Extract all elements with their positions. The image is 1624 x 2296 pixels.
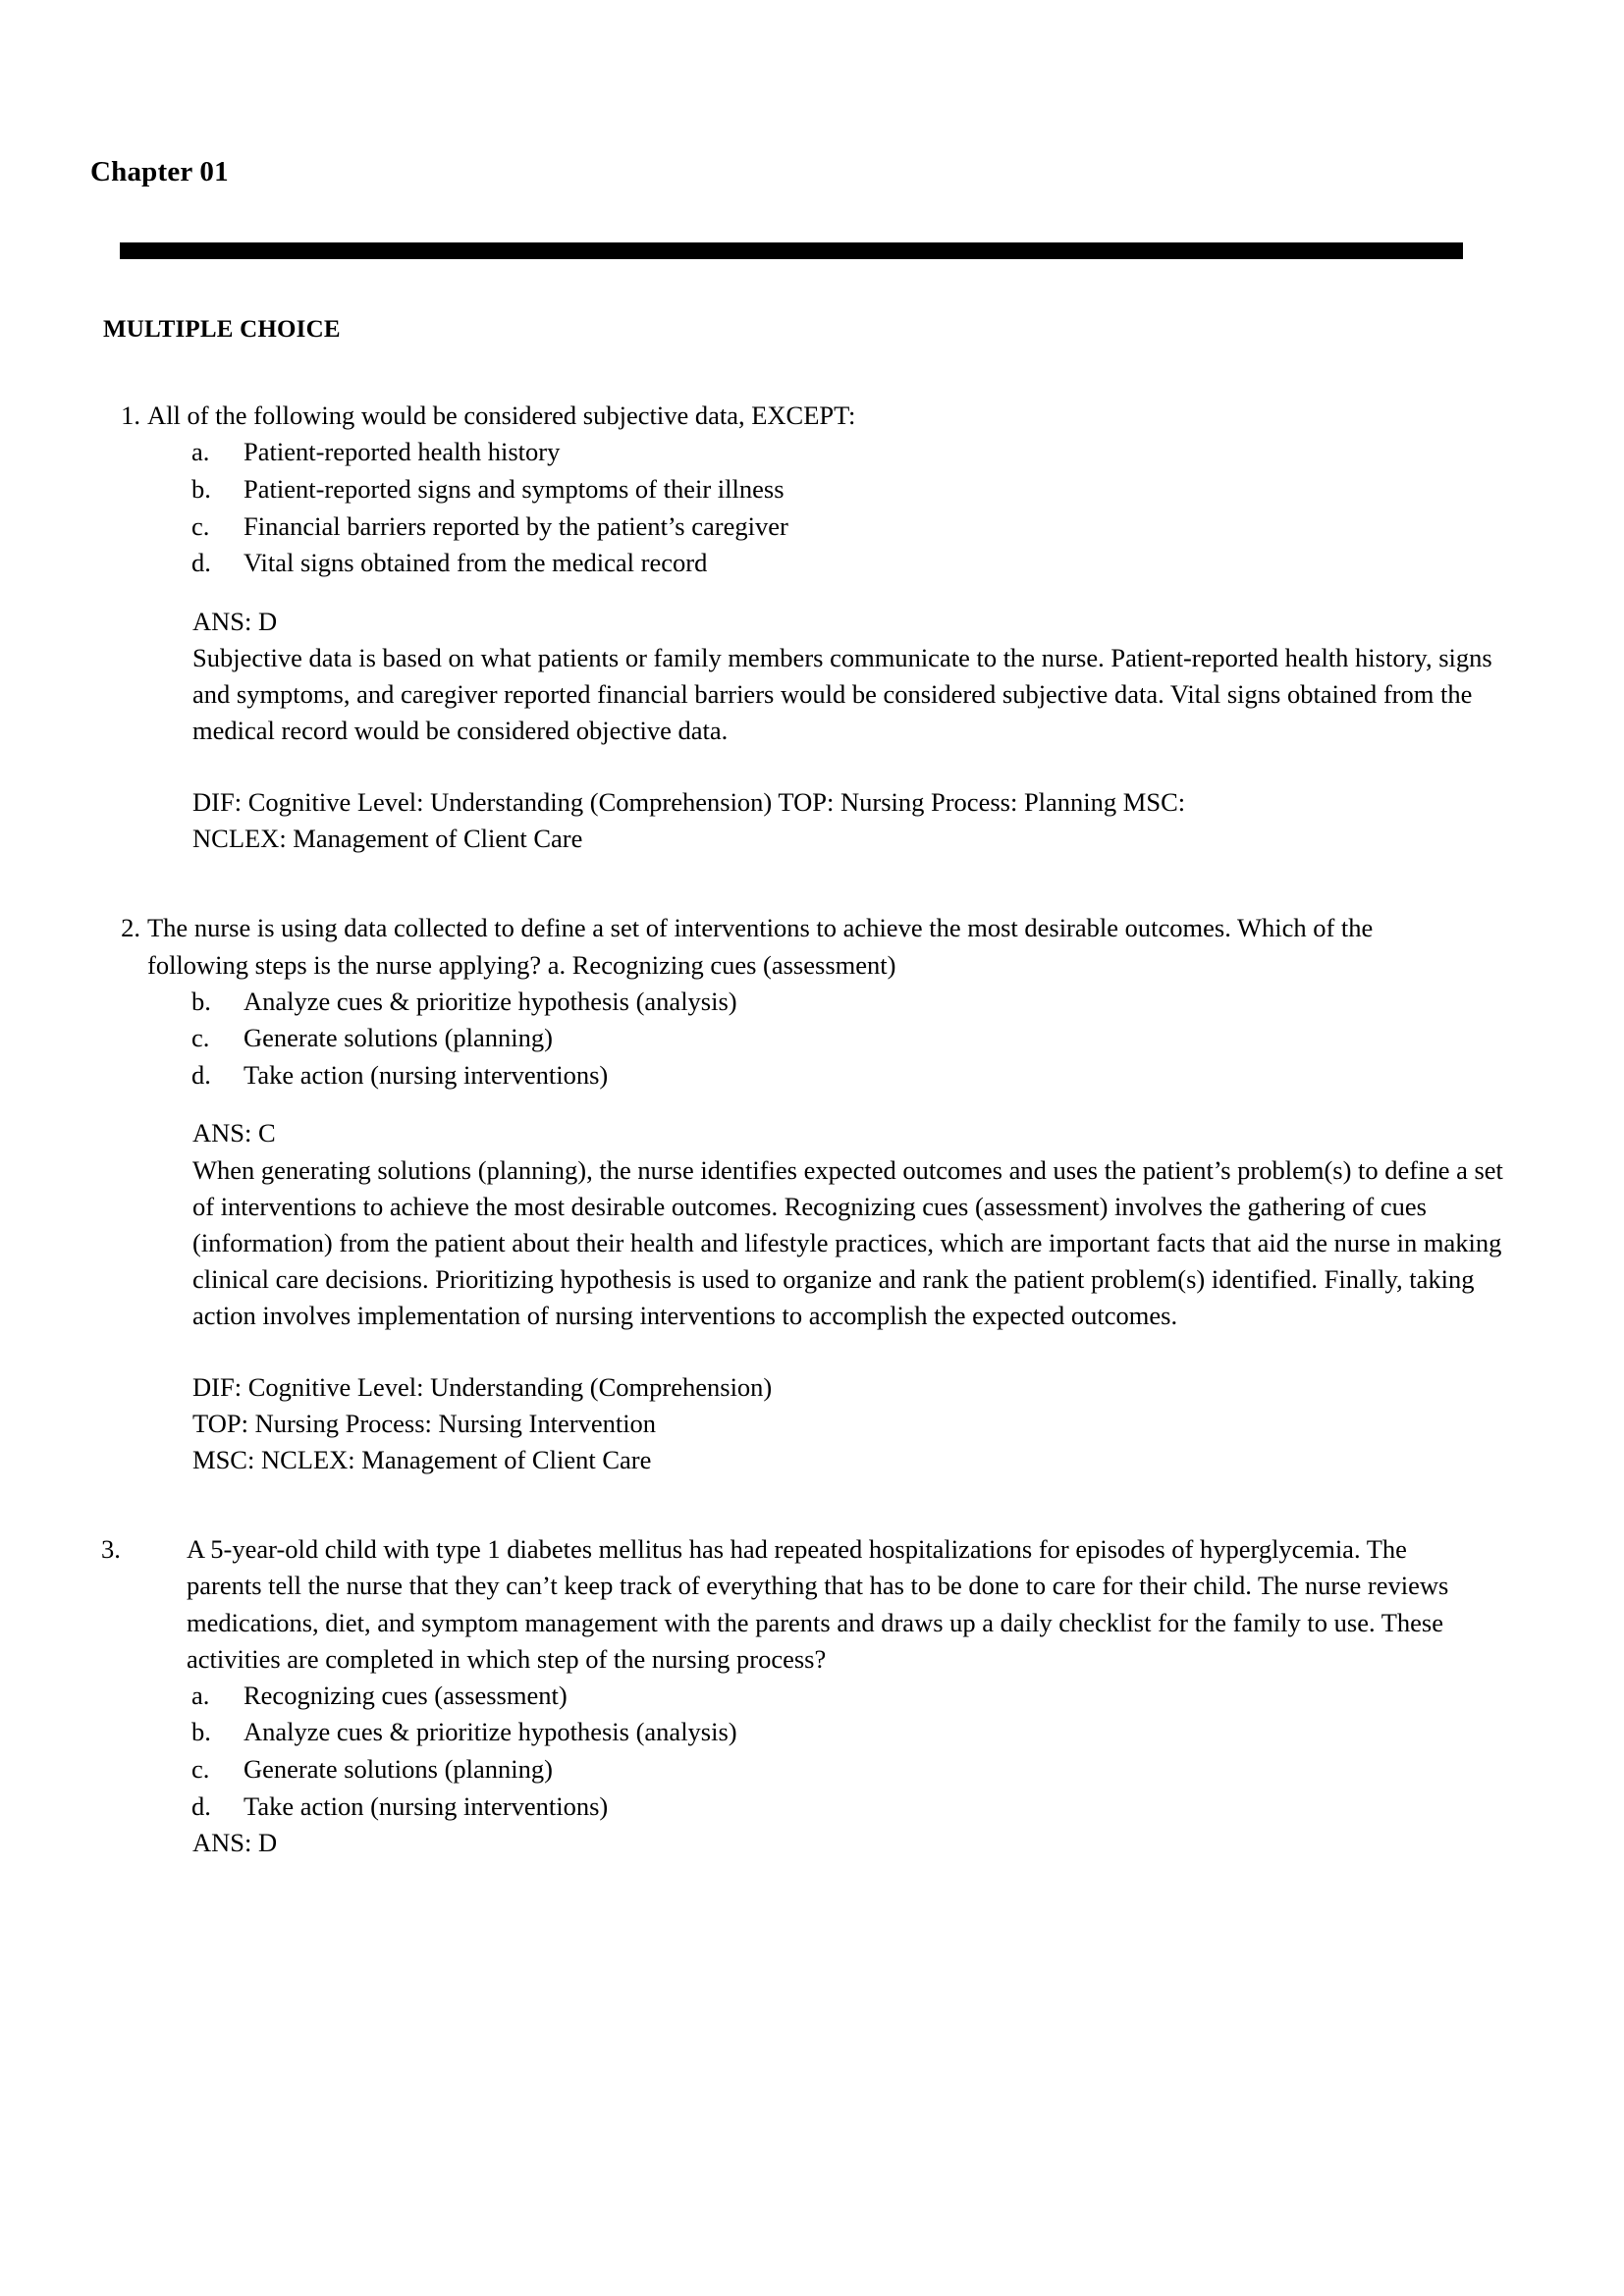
option-text-3b: Analyze cues & prioritize hypothesis (analysis) — [244, 1717, 737, 1747]
metadata-line-2-2: TOP: Nursing Process: Nursing Intervention — [192, 1409, 657, 1439]
question-block-2 — [0, 910, 1624, 1478]
answer-line-1: ANS: D — [192, 606, 278, 636]
option-letter-2d: d. — [191, 1059, 211, 1090]
question-number-2: 2. — [121, 913, 140, 943]
option-letter-2c: c. — [191, 1023, 210, 1053]
question-stem-2 — [121, 910, 1467, 983]
option-list-1 — [0, 434, 1624, 582]
question-block-3 — [0, 1531, 1624, 1861]
question-text-1: All of the following would be considered subjective data, EXCEPT: — [147, 400, 856, 431]
question-block-1 — [0, 398, 1624, 857]
option-letter-1c: c. — [191, 510, 210, 541]
option-2c[interactable] — [191, 1020, 1624, 1057]
option-1b[interactable] — [191, 471, 1624, 508]
option-text-1a: Patient-reported health history — [244, 437, 561, 467]
option-letter-1d: d. — [191, 548, 211, 578]
option-text-3c: Generate solutions (planning) — [244, 1753, 553, 1784]
metadata-line-1-1: DIF: Cognitive Level: Understanding (Comprehension) TOP: Nursing Process: Planning MSC: — [192, 787, 1186, 818]
option-text-2c: Generate solutions (planning) — [244, 1023, 553, 1053]
option-letter-3a: a. — [191, 1680, 210, 1710]
option-3a[interactable] — [191, 1678, 1624, 1715]
rationale-1: Subjective data is based on what patients or family members communicate to the nurse. Patient-reported health history, signs and symptoms, and caregiver reported financial barriers would be considered subjective data. Vital signs obtained from the medical record would be considered objective data. — [192, 642, 1492, 746]
option-letter-1b: b. — [191, 473, 211, 504]
question-text-2: The nurse is using data collected to define a set of interventions to achieve the most desirable outcomes. Which of the following steps is the nurse applying? a. Recognizing cues (assessment) — [147, 913, 1374, 980]
option-letter-3b: b. — [191, 1717, 211, 1747]
option-3d[interactable] — [191, 1789, 1624, 1826]
option-list-3 — [0, 1678, 1624, 1826]
page-title: Chapter 01 — [90, 156, 229, 187]
document-body — [0, 314, 1624, 1861]
option-2d[interactable] — [191, 1057, 1624, 1095]
header-rule-divider — [120, 242, 1463, 259]
option-text-1d: Vital signs obtained from the medical record — [244, 548, 708, 578]
option-text-2b: Analyze cues & prioritize hypothesis (analysis) — [244, 986, 737, 1016]
option-1a[interactable] — [191, 434, 1624, 471]
option-letter-3c: c. — [191, 1753, 210, 1784]
option-text-1b: Patient-reported signs and symptoms of their illness — [244, 473, 785, 504]
question-number-3: 3. — [101, 1534, 121, 1565]
question-stem-1 — [121, 398, 1467, 434]
metadata-line-2-1: DIF: Cognitive Level: Understanding (Comprehension) — [192, 1372, 773, 1403]
option-text-1c: Financial barriers reported by the patient’s caregiver — [244, 510, 788, 541]
option-letter-1a: a. — [191, 437, 210, 467]
section-heading-multiple-choice: MULTIPLE CHOICE — [103, 316, 341, 343]
metadata-line-2-3: MSC: NCLEX: Management of Client Care — [192, 1445, 652, 1475]
option-list-2 — [0, 984, 1624, 1095]
metadata-block-2 — [192, 1369, 1531, 1478]
option-letter-2b: b. — [191, 986, 211, 1016]
question-stem-3 — [101, 1531, 1467, 1677]
answer-line-3: ANS: D — [192, 1828, 278, 1858]
answer-line-2: ANS: C — [192, 1118, 276, 1148]
metadata-block-1 — [192, 784, 1531, 857]
option-3c[interactable] — [191, 1751, 1624, 1789]
option-text-2d: Take action (nursing interventions) — [244, 1059, 609, 1090]
option-2b[interactable] — [191, 984, 1624, 1021]
option-text-3a: Recognizing cues (assessment) — [244, 1680, 568, 1710]
option-3b[interactable] — [191, 1714, 1624, 1751]
question-text-3: A 5-year-old child with type 1 diabetes mellitus has had repeated hospitalizations for episodes of hyperglycemia. The parents tell the nurse that they can’t keep track of everything that has to be done to care for their child. The nurse reviews medications, diet, and symptom management with the parents and draws up a daily checklist for the family to use. These activities are completed in which step of the nursing process? — [187, 1534, 1449, 1674]
rationale-2: When generating solutions (planning), the nurse identifies expected outcomes and uses the patient’s problem(s) to define a set of interventions to achieve the most desirable outcomes. Recognizing cues (assessment) involves the gathering of cues (information) from the patient about their health and lifestyle practices, which are important facts that aid the nurse in making clinical care decisions. Prioritizing hypothesis is used to organize and rank the patient problem(s) identified. Finally, taking action involves implementation of nursing interventions to accomplish the expected outcomes. — [192, 1154, 1503, 1330]
option-text-3d: Take action (nursing interventions) — [244, 1790, 609, 1821]
option-1c[interactable] — [191, 508, 1624, 546]
option-1d[interactable] — [191, 545, 1624, 582]
option-letter-3d: d. — [191, 1790, 211, 1821]
metadata-line-1-2: NCLEX: Management of Client Care — [192, 824, 583, 854]
question-number-1: 1. — [121, 400, 140, 431]
